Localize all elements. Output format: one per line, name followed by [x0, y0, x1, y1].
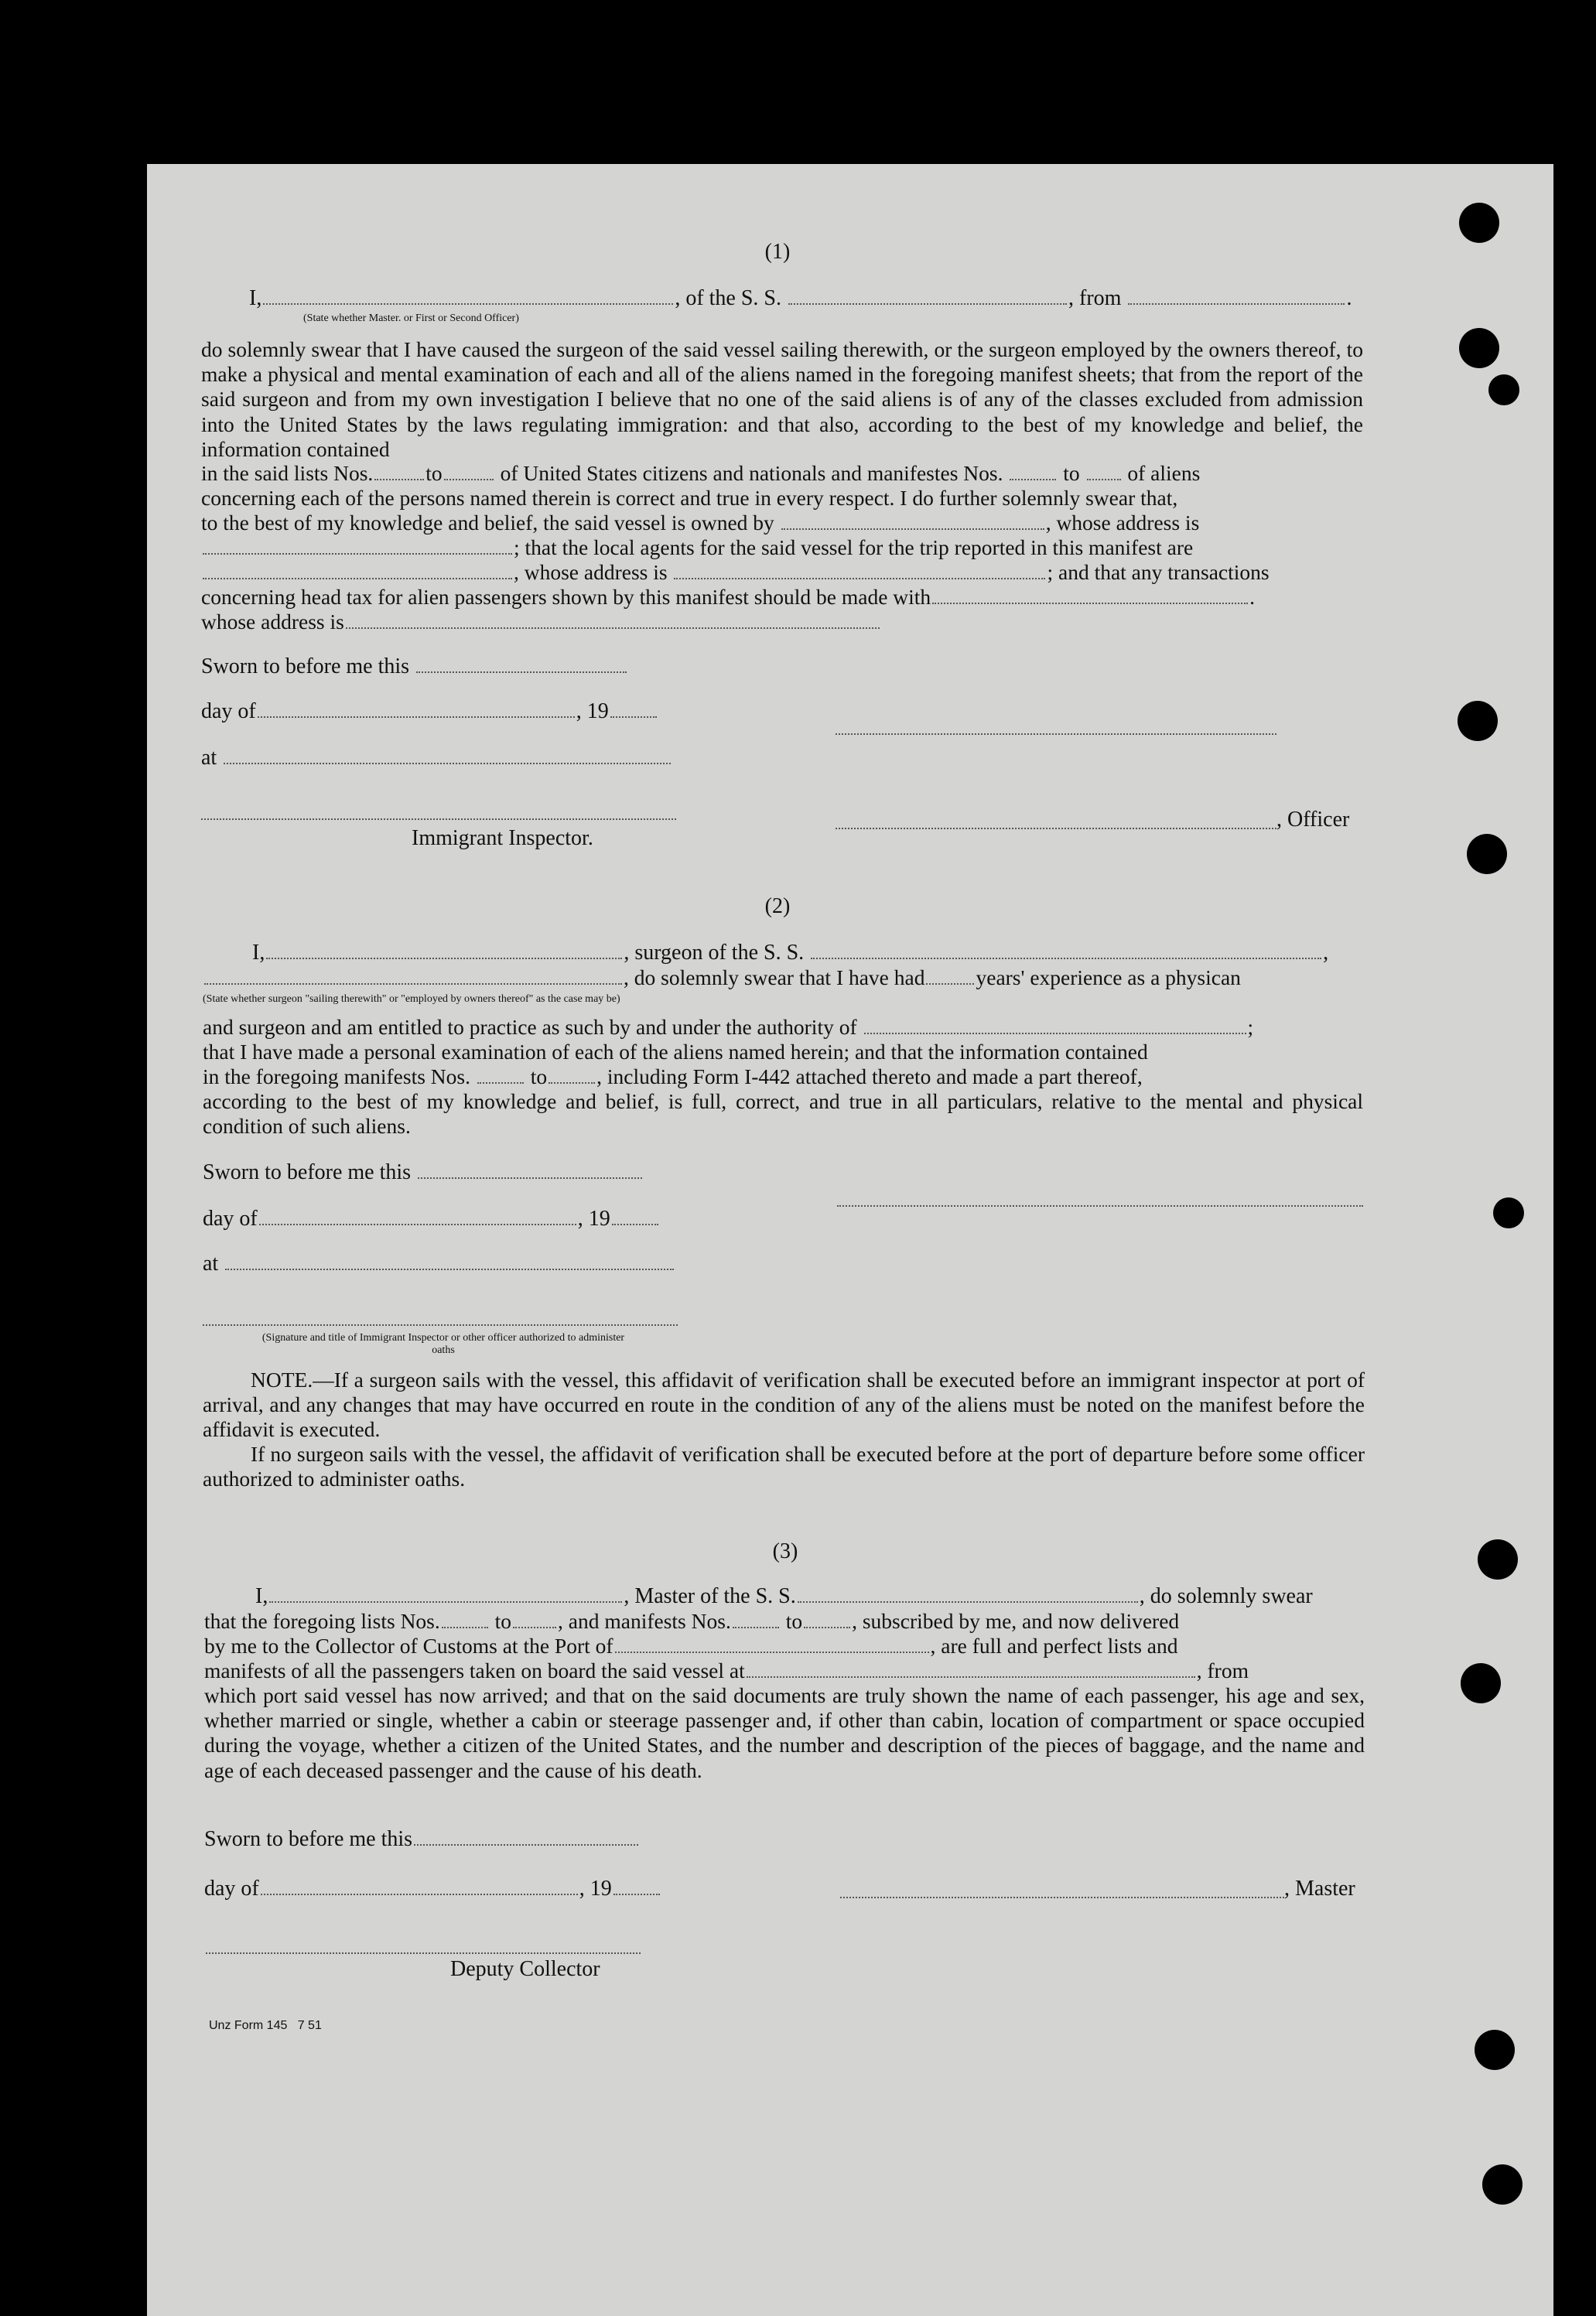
master-name-field[interactable] [269, 1586, 622, 1603]
label: Sworn to before me this [204, 1827, 413, 1851]
agents-address-line [201, 560, 1270, 585]
manifest-to-field[interactable] [1087, 463, 1121, 480]
year-field[interactable] [610, 701, 657, 718]
oath-paragraph: do solemnly swear that I have caused the surgeon of the said vessel sailing therewith, or the surgeon employed by the owners thereof, to make a physical and mental examination of each and all of the aliens named in the foregoing manifest sheets; that from the report of the said surgeon and from my own investigation I believe that no one of the said aliens is of any of the classes excluded from admission into the United States by the laws regulating immigration: and that also, according to the best of my knowledge and belief, the information contained [201, 337, 1363, 461]
label: Sworn to before me this [203, 1160, 412, 1184]
headtax-field[interactable] [932, 587, 1248, 604]
manifest-from-field[interactable] [733, 1611, 779, 1628]
manifest-from-field[interactable] [477, 1067, 524, 1084]
sworn-date-field[interactable] [414, 1829, 638, 1846]
signature-hint: (Signature and title of Immigrant Inspector or other officer authorized to administer oaths [261, 1332, 625, 1356]
label: , [1323, 941, 1329, 965]
dayof-line [203, 1207, 660, 1231]
agents-field[interactable] [203, 562, 512, 579]
deputy-label: Deputy Collector [450, 1957, 600, 1981]
month-field[interactable] [258, 701, 575, 718]
surgeon-type-field[interactable] [204, 968, 622, 985]
inspector-signature-line[interactable] [201, 818, 676, 820]
label: in the foregoing manifests Nos. [203, 1064, 470, 1088]
label: to [530, 1064, 548, 1088]
list-from-field[interactable] [442, 1611, 488, 1628]
owner-address-field[interactable] [203, 538, 512, 555]
label: to [1063, 461, 1080, 485]
label: to [425, 461, 443, 485]
label: , 19 [579, 1877, 612, 1901]
label: concerning head tax for alien passengers shown by this manifest should be made with [201, 585, 931, 609]
label: , of the S. S. [675, 286, 782, 310]
label: , and manifests Nos. [558, 1609, 731, 1633]
punch-hole [1488, 374, 1519, 405]
sworn-line [203, 1160, 644, 1185]
master-paragraph-end: which port said vessel has now arrived; and that on the said documents are truly shown the name of each passenger, his age and sex, whether married or single, whether a cabin or steerage passenger and, if other than cabin, location of compartment or space occupied during the voyage, whether a citizen of the United States, and the number and description of the pieces of baggage, and the name and age of each deceased passenger and the cause of his death. [204, 1683, 1365, 1782]
year-field[interactable] [613, 1878, 660, 1895]
officer-name-field[interactable] [263, 288, 673, 305]
foregoing-line [203, 1064, 1143, 1089]
surgeon-line [252, 941, 1328, 965]
form-number: Unz Form 145 7 51 [209, 2019, 322, 2032]
owner-line [201, 511, 1199, 535]
label: I, [252, 941, 265, 965]
officer-title-line[interactable] [836, 828, 1276, 829]
authority-field[interactable] [864, 1017, 1246, 1034]
label: , surgeon of the S. S. [624, 941, 805, 965]
punch-hole [1493, 1197, 1524, 1228]
sworn-date-field[interactable] [418, 1162, 642, 1179]
label: that the foregoing lists Nos. [204, 1609, 440, 1633]
vessel-name-field[interactable] [811, 942, 1321, 959]
field-hint: (State whether Master. or First or Second Officer) [303, 313, 519, 324]
at-line [201, 746, 672, 770]
label: of United States citizens and nationals and manifestes Nos. [500, 461, 1003, 485]
master-signature-line[interactable] [840, 1897, 1284, 1898]
field-hint: (State whether surgeon "sailing therewith" or "employed by owners thereof" as the case may be) [203, 993, 620, 1005]
label: , including Form I-442 attached thereto and made a part thereof, [596, 1064, 1143, 1088]
label: to the best of my knowledge and belief, the said vessel is owned by [201, 511, 774, 535]
headtax-address-field[interactable] [346, 612, 880, 629]
list-to-field[interactable] [513, 1611, 556, 1628]
label: , Master of the S. S. [624, 1584, 796, 1608]
examination-line: that I have made a personal examination of each of the aliens named herein; and that the information contained [203, 1040, 1148, 1064]
punch-hole [1475, 2030, 1515, 2070]
sworn-line [204, 1827, 640, 1852]
label: to [494, 1609, 512, 1633]
owner-field[interactable] [781, 513, 1044, 530]
manifest-from-field[interactable] [1010, 463, 1056, 480]
punch-hole [1478, 1539, 1518, 1580]
manifests-line [204, 1658, 1249, 1683]
label: ; and that any transactions [1047, 560, 1270, 584]
year-field[interactable] [612, 1208, 658, 1225]
vessel-name-field[interactable] [798, 1586, 1138, 1603]
officer-signature-line[interactable] [836, 733, 1276, 735]
oath-line [249, 286, 1352, 311]
section-number: (1) [764, 240, 791, 264]
label: manifests of all the passengers taken on board the said vessel at [204, 1658, 745, 1682]
label: . [1346, 286, 1352, 310]
label: , 19 [576, 699, 609, 723]
label: , do solemnly swear [1139, 1584, 1313, 1608]
label: whose address is [201, 610, 344, 634]
master-label: , Master [1284, 1877, 1355, 1901]
label: . [1249, 585, 1256, 609]
surgeon-signature-line[interactable] [837, 1205, 1363, 1207]
label: day of [201, 699, 256, 723]
place-field[interactable] [224, 747, 671, 764]
lists-line [204, 1609, 1179, 1634]
surgeon-paragraph-end: according to the best of my knowledge and belief, is full, correct, and true in all particulars, relative to the mental and physical condition of such aliens. [203, 1089, 1363, 1139]
dayof-line [201, 699, 658, 724]
label: day of [204, 1877, 259, 1901]
label: years' experience as a physican [976, 965, 1241, 989]
port-field[interactable] [615, 1636, 929, 1653]
label: Sworn to before me this [201, 654, 410, 678]
label: , from [1196, 1658, 1249, 1682]
label: of aliens [1127, 461, 1201, 485]
label: , whose address is [514, 560, 668, 584]
lists-line [201, 461, 1200, 486]
surgeon-name-field[interactable] [266, 942, 622, 959]
note-paragraph: If no surgeon sails with the vessel, the affidavit of verification shall be executed before at the port of departure before some officer authorized to administer oaths. [203, 1442, 1365, 1491]
master-line [255, 1584, 1313, 1609]
list-from-field[interactable] [374, 463, 424, 480]
month-field[interactable] [261, 1878, 578, 1895]
from-port-field[interactable] [1128, 288, 1345, 305]
label: I, [255, 1584, 268, 1608]
punch-hole [1458, 701, 1498, 741]
label: , whose address is [1045, 511, 1200, 535]
authority-line [203, 1015, 1253, 1040]
month-field[interactable] [259, 1208, 576, 1225]
punch-hole [1459, 328, 1499, 368]
section-number: (3) [772, 1539, 798, 1563]
collector-line [204, 1634, 1178, 1658]
label: to [785, 1609, 803, 1633]
vessel-name-field[interactable] [788, 288, 1067, 305]
label: , do solemnly swear that I have had [624, 965, 925, 989]
oath-line: concerning each of the persons named therein is correct and true in every respect. I do further solemnly swear that, [201, 486, 1178, 510]
sworn-line [201, 654, 628, 679]
label: , from [1068, 286, 1122, 310]
section-number: (2) [764, 894, 791, 918]
label: , subscribed by me, and now delivered [852, 1609, 1180, 1633]
whose-line [201, 610, 881, 634]
experience-line [203, 965, 1241, 990]
label: in the said lists Nos. [201, 461, 374, 485]
officer-label: , Officer [1276, 808, 1350, 832]
deputy-signature-line[interactable] [206, 1952, 641, 1954]
dayof-line [204, 1877, 661, 1901]
place-field[interactable] [225, 1253, 674, 1270]
label: , 19 [577, 1207, 610, 1231]
manifest-to-field[interactable] [804, 1611, 850, 1628]
manifest-to-field[interactable] [549, 1067, 595, 1084]
label: at [203, 1252, 219, 1276]
punch-hole [1467, 834, 1507, 874]
note-paragraph: NOTE.—If a surgeon sails with the vessel, this affidavit of verification shall be executed before an immigrant inspector at port of arrival, and any changes that may have occurred en route in the condition of any of the aliens must be noted on the manifest before the affidavit is executed. [203, 1368, 1365, 1441]
label: I, [249, 286, 262, 310]
label: day of [203, 1207, 258, 1231]
label: at [201, 746, 217, 770]
agents-address-field[interactable] [674, 562, 1045, 579]
agents-line [201, 535, 1193, 560]
label: ; that the local agents for the said vessel for the trip reported in this manifest are [514, 535, 1194, 559]
punch-hole [1459, 203, 1499, 243]
punch-hole [1461, 1663, 1501, 1703]
label: and surgeon and am entitled to practice as such by and under the authority of [203, 1015, 857, 1039]
label: by me to the Collector of Customs at the Port of [204, 1634, 613, 1658]
years-field[interactable] [926, 968, 974, 985]
label: ; [1247, 1015, 1254, 1039]
punch-hole [1482, 2164, 1523, 2205]
headtax-line [201, 585, 1255, 610]
inspector-signature-line[interactable] [203, 1324, 678, 1326]
at-line [203, 1252, 675, 1276]
sworn-date-field[interactable] [416, 656, 627, 673]
label: , are full and perfect lists and [930, 1634, 1178, 1658]
boarding-port-field[interactable] [747, 1661, 1195, 1678]
inspector-label: Immigrant Inspector. [412, 826, 593, 850]
list-to-field[interactable] [444, 463, 494, 480]
